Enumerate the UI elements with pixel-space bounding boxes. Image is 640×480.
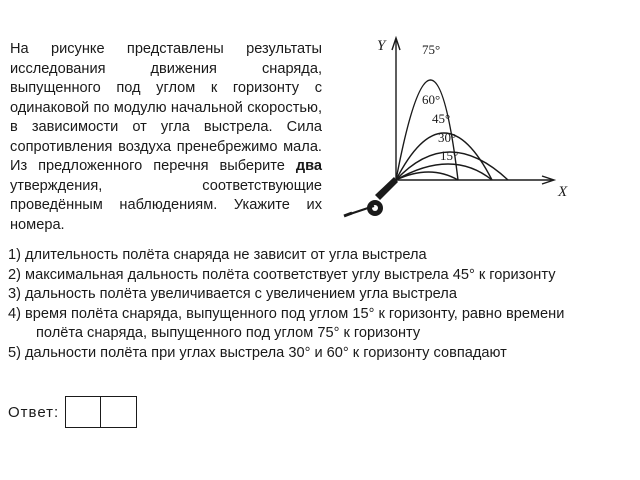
answer-label: Ответ: [8, 403, 60, 421]
option-5: 5) дальности полёта при углах выстрела 30° и 60° к горизонту совпадают [8, 344, 507, 361]
trajectory-15 [396, 172, 458, 180]
angle-label-15: 15° [440, 148, 459, 163]
option-3: 3) дальность полёта увеличивается с увеличением угла выстрела [8, 286, 457, 302]
intro-text: На рисунке представлены результаты исследования движения снаряда, выпущенного под углом к горизонту с одинаковой по модулю начальной скоростью, в зависимости от угла выстрела. Сила сопротивления воздуха пренебрежимо мала. Из предложенного перечня выберите [10, 41, 322, 174]
answer-box-2[interactable] [101, 396, 137, 428]
intro-bold-word: два [295, 158, 322, 174]
options-list [8, 246, 636, 363]
option-1: 1) длительность полёта снаряда не зависит от угла выстрела [8, 247, 427, 263]
trajectory-figure [330, 30, 590, 230]
angle-label-75: 75° [422, 42, 441, 57]
y-axis-label: Y [377, 38, 386, 54]
angle-label-30: 30° [438, 130, 457, 145]
answer-section [8, 396, 137, 428]
x-axis-label: X [558, 184, 568, 200]
option-4: 4) время полёта снаряда, выпущенного под углом 15° к горизонту, равно времени полёта снаряда, выпущенного под углом 75° к горизонту [8, 305, 636, 344]
angle-label-45: 45° [432, 111, 451, 126]
option-2: 2) максимальная дальность полёта соответствует углу выстрела 45° к горизонту [8, 266, 556, 283]
task-intro [10, 40, 322, 235]
intro-text-end: утверждения, соответствующие проведённым наблюдениям. Укажите их номера. [10, 177, 322, 233]
option-4-continuation: полёта снаряда, выпущенного под углом 75° к горизонту [36, 325, 421, 341]
angle-label-60: 60° [422, 92, 441, 107]
answer-box-1[interactable] [65, 396, 101, 428]
cannon-icon [344, 177, 398, 216]
